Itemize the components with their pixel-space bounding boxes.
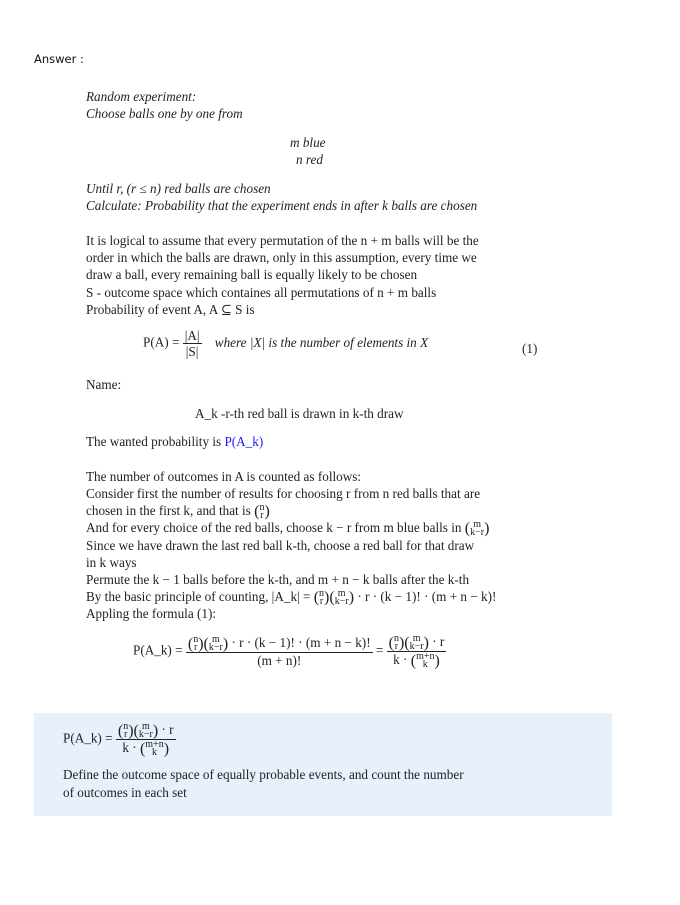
eq2-fraction-2: ( n r )( m k−r ) · r k · ( m+n k ) [388,632,445,670]
eq2-lhs: P(A_k) = [133,642,183,658]
name-label: Name: [86,377,122,392]
final-fraction: ( n r )( m k−r ) · r k · ( m+n k ) [117,720,174,758]
final-lhs: P(A_k) = [63,730,113,746]
para1-l1: It is logical to assume that every permutation of the n + m balls will be the [86,233,479,248]
para2-l8b: · r · (k − 1)! · (m + n − k)! [357,589,497,604]
para1-l3: draw a ball, every remaining ball is equally likely to be chosen [86,267,418,282]
para2-l1: The number of outcomes in A is counted as follows: [86,469,362,484]
eq1-lhs: P(A) = [143,334,180,350]
para2-l4: And for every choice of the red balls, choose k − r from m blue balls in [86,520,462,535]
intro-line2: Choose balls one by one from [86,106,243,121]
para2-l7: Permute the k − 1 balls before the k-th, and m + n − k balls after the k-th [86,572,470,587]
eq2-fraction-1: ( n r )( m k−r ) · r · (k − 1)! · (m + n − k)! (m + n)! [187,633,371,668]
eq1-denominator: |S| [185,344,199,359]
intro-line1: Random experiment: [86,89,197,104]
eq1-fraction [183,328,202,359]
eq2-num1: · r · (k − 1)! · (m + n − k)! [231,634,371,650]
intro-calc: Calculate: Probability that the experiment ends in after k balls are chosen [86,198,478,213]
intro-red: n red [296,152,323,167]
definition-ak: A_k -r-th red ball is drawn in k-th draw [195,406,404,421]
wanted-probability [86,433,263,451]
eq2-den1: (m + n)! [257,652,302,668]
wanted-text: The wanted probability is [86,434,222,449]
eq1-tag: (1) [522,341,538,356]
para2-l3: chosen in the first k, and that is [86,503,251,518]
final-l2: of outcomes in each set [63,785,187,800]
final-equation [63,722,176,757]
intro-until: Until r, (r ≤ n) red balls are chosen [86,181,271,196]
para1-l4: S - outcome space which containes all permutations of n + m balls [86,285,437,300]
para2-l8: By the basic principle of counting, |A_k| = [86,589,311,604]
wanted-expr: P(A_k) [224,434,264,449]
final-num: · r [161,722,174,737]
para2-l6: in k ways [86,555,137,570]
para2-l5: Since we have drawn the last red ball k-th, choose a red ball for that draw [86,538,475,553]
eq2-equals: = [375,642,384,658]
para2-l4-wrap: And for every choice of the red balls, choose k − r from m blue balls in ( m k−r ) [86,518,490,538]
equation-1 [143,328,428,359]
para2-l9: Appling the formula (1): [86,606,217,621]
para2-l2: Consider first the number of results for choosing r from n red balls that are [86,486,481,501]
para2-l3-wrap: chosen in the first k, and that is ( n r ) [86,501,270,521]
final-den: k · [122,739,137,755]
equation-2 [133,634,446,669]
para2-l8-wrap: By the basic principle of counting, |A_k| = ( n r )( m k−r ) · r · (k − 1)! · (m + n − k)! [86,587,497,607]
eq1-where: where |X| is the number of elements in X [214,334,429,350]
eq1-numerator: |A| [184,328,200,343]
para1-l5: Probability of event A, A ⊆ S is [86,302,255,317]
final-l1: Define the outcome space of equally probable events, and count the number [63,767,464,782]
para1-l2: order in which the balls are drawn, only in this assumption, every time we [86,250,477,265]
eq2-den2: k · [393,651,408,667]
answer-label: Answer : [34,52,84,66]
eq2-num2: · r [432,634,445,649]
intro-blue: m blue [290,135,326,150]
